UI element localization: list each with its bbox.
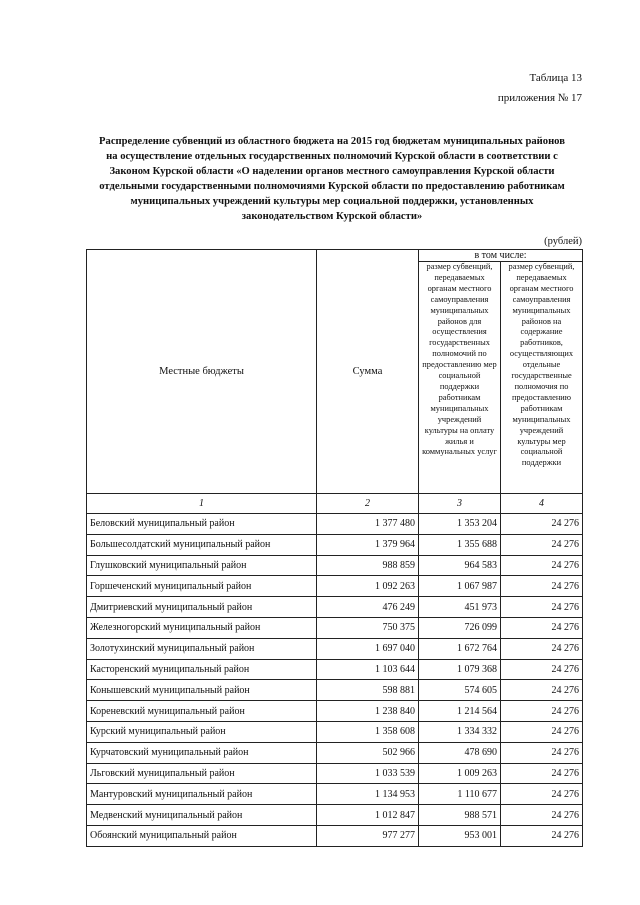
col4-value-cell: 24 276	[501, 514, 583, 535]
table-row	[87, 742, 583, 763]
sum-cell: 1 033 539	[317, 763, 419, 784]
district-name-cell: Кореневский муниципальный район	[87, 701, 317, 722]
col3-value-cell: 953 001	[419, 825, 501, 846]
district-name-cell: Льговский муниципальный район	[87, 763, 317, 784]
district-name-cell: Касторенский муниципальный район	[87, 659, 317, 680]
title-line: законодательством Курской области»	[241, 211, 423, 222]
district-name-cell: Мантуровский муниципальный район	[87, 784, 317, 805]
table-row	[87, 784, 583, 805]
district-name-cell: Большесолдатский муниципальный район	[87, 534, 317, 555]
col3-value-cell: 964 583	[419, 555, 501, 576]
district-name-cell: Обоянский муниципальный район	[87, 825, 317, 846]
header-including: в том числе:	[419, 250, 583, 262]
district-name-cell: Курчатовский муниципальный район	[87, 742, 317, 763]
col4-value-cell: 24 276	[501, 617, 583, 638]
sum-cell: 502 966	[317, 742, 419, 763]
units-label: (рублей)	[544, 236, 582, 247]
table-row	[87, 617, 583, 638]
col4-value-cell: 24 276	[501, 638, 583, 659]
col3-value-cell: 574 605	[419, 680, 501, 701]
district-name-cell: Глушковский муниципальный район	[87, 555, 317, 576]
title-line: Распределение субвенций из областного бюджета на 2015 год бюджетам муниципальных районов	[99, 136, 565, 147]
sum-cell: 1 238 840	[317, 701, 419, 722]
title-line: муниципальных учреждений культуры мер социальной поддержки, установленных	[130, 196, 534, 207]
header-local-budgets: Местные бюджеты	[87, 250, 317, 494]
col4-value-cell: 24 276	[501, 784, 583, 805]
sum-cell: 476 249	[317, 597, 419, 618]
sum-cell: 1 379 964	[317, 534, 419, 555]
column-number: 3	[419, 494, 501, 514]
table-row	[87, 825, 583, 846]
col3-value-cell: 1 334 332	[419, 721, 501, 742]
table-row	[87, 576, 583, 597]
sum-cell: 1 377 480	[317, 514, 419, 535]
sum-cell: 750 375	[317, 617, 419, 638]
col3-value-cell: 1 079 368	[419, 659, 501, 680]
title-line: на осуществление отдельных государственных полномочий Курской области в соответствии с	[106, 151, 558, 162]
col3-value-cell: 726 099	[419, 617, 501, 638]
col3-value-cell: 1 009 263	[419, 763, 501, 784]
table-row	[87, 721, 583, 742]
header-col3: размер субвенций, передаваемых органам местного самоуправления муниципальных районов для осуществления государственных полномочий по предоставлению мер социальной поддержки работникам муниципальных учреждений культуры на оплату жилья и коммунальных услуг	[419, 262, 501, 494]
col3-value-cell: 1 355 688	[419, 534, 501, 555]
col3-value-cell: 1 672 764	[419, 638, 501, 659]
column-number-row	[87, 494, 583, 514]
col4-value-cell: 24 276	[501, 805, 583, 826]
sum-cell: 1 092 263	[317, 576, 419, 597]
sum-cell: 1 358 608	[317, 721, 419, 742]
district-name-cell: Медвенский муниципальный район	[87, 805, 317, 826]
col4-value-cell: 24 276	[501, 721, 583, 742]
district-name-cell: Беловский муниципальный район	[87, 514, 317, 535]
table-row	[87, 680, 583, 701]
district-name-cell: Горшеченский муниципальный район	[87, 576, 317, 597]
sum-cell: 598 881	[317, 680, 419, 701]
col3-value-cell: 451 973	[419, 597, 501, 618]
col3-value-cell: 988 571	[419, 805, 501, 826]
table-row	[87, 534, 583, 555]
col4-value-cell: 24 276	[501, 763, 583, 784]
col4-value-cell: 24 276	[501, 825, 583, 846]
col4-value-cell: 24 276	[501, 576, 583, 597]
table-row	[87, 638, 583, 659]
col3-value-cell: 478 690	[419, 742, 501, 763]
table-number-label: Таблица 13	[529, 72, 582, 84]
table-row	[87, 805, 583, 826]
col3-value-cell: 1 353 204	[419, 514, 501, 535]
sum-cell: 977 277	[317, 825, 419, 846]
col4-value-cell: 24 276	[501, 742, 583, 763]
header-col4: размер субвенций, передаваемых органам местного самоуправления муниципальных районов на содержание работников, осуществляющих отдельные государственные полномочия по предоставлению работникам муниципальных учреждений культуры мер социальной поддержки	[501, 262, 583, 494]
col4-value-cell: 24 276	[501, 555, 583, 576]
table-row	[87, 597, 583, 618]
col4-value-cell: 24 276	[501, 701, 583, 722]
col3-value-cell: 1 110 677	[419, 784, 501, 805]
district-name-cell: Золотухинский муниципальный район	[87, 638, 317, 659]
column-number: 4	[501, 494, 583, 514]
header-sum: Сумма	[317, 250, 419, 494]
district-name-cell: Курский муниципальный район	[87, 721, 317, 742]
column-number: 2	[317, 494, 419, 514]
table-body	[87, 494, 583, 847]
col4-value-cell: 24 276	[501, 597, 583, 618]
district-name-cell: Железногорский муниципальный район	[87, 617, 317, 638]
sum-cell: 1 697 040	[317, 638, 419, 659]
appendix-label: приложения № 17	[497, 92, 582, 104]
table-row	[87, 701, 583, 722]
table-row	[87, 659, 583, 680]
col4-value-cell: 24 276	[501, 534, 583, 555]
district-name-cell: Конышевский муниципальный район	[87, 680, 317, 701]
sum-cell: 1 134 953	[317, 784, 419, 805]
table-row	[87, 514, 583, 535]
sum-cell: 1 012 847	[317, 805, 419, 826]
sum-cell: 1 103 644	[317, 659, 419, 680]
col4-value-cell: 24 276	[501, 659, 583, 680]
col3-value-cell: 1 067 987	[419, 576, 501, 597]
title-line: Законом Курской области «О наделении органов местного самоуправления Курской области	[109, 166, 555, 177]
subsidy-table	[86, 249, 583, 847]
title-line: отдельными государственными полномочиями Курской области по предоставлению работникам	[99, 181, 565, 192]
col4-value-cell: 24 276	[501, 680, 583, 701]
document-title	[82, 134, 582, 224]
table-row	[87, 555, 583, 576]
col3-value-cell: 1 214 564	[419, 701, 501, 722]
table-row	[87, 763, 583, 784]
sum-cell: 988 859	[317, 555, 419, 576]
column-number: 1	[87, 494, 317, 514]
district-name-cell: Дмитриевский муниципальный район	[87, 597, 317, 618]
